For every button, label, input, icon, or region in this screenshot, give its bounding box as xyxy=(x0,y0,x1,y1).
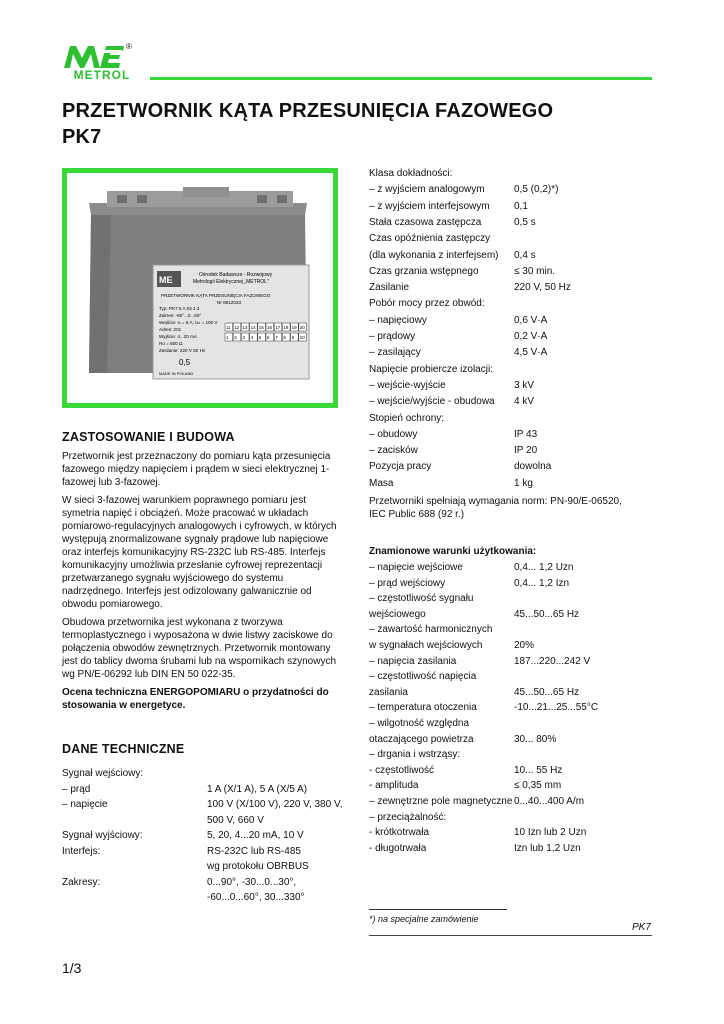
footnote-rule xyxy=(369,909,507,910)
cond-value: 45...50...65 Hz xyxy=(514,608,580,620)
cond-label: – częstotliwość sygnału xyxy=(369,593,474,605)
cond-label: – częstotliwość napięcia xyxy=(369,671,477,683)
tech-left-label: Sygnał wyjściowy: xyxy=(62,830,143,841)
label-line3: PRZETWORNIK KĄTA PRZESUNIĘCIA FAZOWEGO xyxy=(161,293,271,298)
page-title xyxy=(62,98,682,150)
tech-right-label: Klasa dokładności: xyxy=(369,168,453,179)
terminal-number: 18 xyxy=(283,325,289,330)
tech-data-right xyxy=(369,167,659,491)
terminal-number: 15 xyxy=(258,325,264,330)
label-output: Wyjście: 4...20 mA xyxy=(159,334,197,339)
paragraph-4: Ocena techniczna ENERGOPOMIARU o przydatności do stosowania w energetyce. xyxy=(62,687,329,711)
label-range: Zakres: -60°...0...60° xyxy=(159,313,202,318)
svg-text:ME: ME xyxy=(159,275,173,285)
tech-left-label: – prąd xyxy=(62,783,91,795)
tech-right-value: 4 kV xyxy=(514,396,535,408)
label-ro: Ro = 500 Ω xyxy=(159,341,183,346)
norms-line-1: Przetworniki spełniają wymagania norm: PN-90/E-06520, xyxy=(369,496,622,507)
footnote: *) na specjalne zamówienie xyxy=(369,914,479,924)
paragraph-3: Obudowa przetwornika jest wykonana z tworzywa termoplastycznego i wyposażona w dwie listwy zaciskowe do połączenia obwodów zewnętrznych. Przetwornik montowany jest do tablicy dwoma śrubami lub na wspornikach szynowych wg PN/E-06292 lub DIN EN 50 022-35. xyxy=(62,617,337,680)
tech-left-value: 500 V, 660 V xyxy=(207,814,264,826)
tech-right-value: 0,5 (0,2)*) xyxy=(514,184,559,196)
cond-label: - długotrwała xyxy=(369,842,427,854)
cond-value: 0,4... 1,2 Uzn xyxy=(514,562,574,573)
product-photo xyxy=(67,173,333,403)
tech-right-label: – zasilający xyxy=(369,347,421,359)
terminal-number: 14 xyxy=(250,325,256,330)
header-rule xyxy=(150,77,652,80)
title-line-2: PK7 xyxy=(62,126,102,148)
tech-right-label: – wejście/wyjście - obudowa xyxy=(369,396,495,408)
tech-right-label: – z wyjściem analogowym xyxy=(369,184,485,196)
tech-right-value: 0,1 xyxy=(514,200,528,212)
tech-right-label: Pobór mocy przez obwód: xyxy=(369,298,485,310)
cond-label: w sygnałach wejściowych xyxy=(369,640,483,651)
terminal-number: 3 xyxy=(242,335,245,340)
label-address: Adres: 201 xyxy=(159,327,182,332)
cond-value: 30... 80% xyxy=(514,733,557,745)
terminal-number: 20 xyxy=(299,325,305,330)
tech-right-value: 3 kV xyxy=(514,379,535,391)
paragraph-2: W sieci 3-fazowej warunkiem poprawnego pomiaru jest symetria napięć i obciążeń. Może pracować w układach pomiarowo-regulacyjnych analogowych i cyfrowych, w których występują znormalizowane sygnały prądowe lub napięciowe oraz interfejs komunikacyjny RS-232C lub RS-485. Interfejs komunikacyjny umożliwia przesłanie cyfrowej reprezentacji przetwarzanego sygnału wyjściowego do systemu nadrzędnego. Interfejs jest odizolowany galwanicznie od obwodu pomiarowego. xyxy=(62,495,337,610)
terminal-number: 2 xyxy=(234,335,237,340)
cond-label: - częstotliwość xyxy=(369,764,435,776)
tech-right-value: ≤ 30 min. xyxy=(514,265,556,277)
tech-right-value: 220 V, 50 Hz xyxy=(514,282,571,294)
application-text xyxy=(62,450,344,712)
label-supply: Zasilanie: 220 V 50 Hz xyxy=(159,348,206,353)
tech-left-value: 100 V (X/100 V), 220 V, 380 V, xyxy=(207,799,343,810)
title-line-1: PRZETWORNIK KĄTA PRZESUNIĘCIA FAZOWEGO xyxy=(62,100,554,122)
tech-left-label: Zakresy: xyxy=(62,876,101,888)
cond-value: ≤ 0,35 mm xyxy=(514,780,562,792)
tech-left-label: Sygnał wejściowy: xyxy=(62,768,144,779)
cond-label: – napięcie wejściowe xyxy=(369,562,463,573)
conditions-title: Znamionowe warunki użytkowania: xyxy=(369,546,537,557)
tech-right-value: IP 20 xyxy=(514,445,538,457)
tech-right-label: Stopień ochrony: xyxy=(369,412,445,424)
tech-left-value: 0...90°, -30...0...30°, xyxy=(207,876,297,888)
terminal-number: 16 xyxy=(267,325,273,330)
tech-right-label: – z wyjściem interfejsowym xyxy=(369,200,490,212)
terminal-number: 12 xyxy=(234,325,240,330)
tech-right-label: – napięciowy xyxy=(369,314,427,326)
terminal-number: 1 xyxy=(226,335,229,340)
terminal-number: 7 xyxy=(275,335,278,340)
cond-label: – przeciążalność: xyxy=(369,811,447,823)
label-line2: Metrologii Elektrycznej „METROL” xyxy=(193,279,269,285)
cond-label: – zewnętrzne pole magnetyczne xyxy=(369,796,513,807)
paragraph-1: Przetwornik jest przeznaczony do pomiaru kąta przesunięcia fazowego między napięciem i prądem w sieci elektrycznej 1-fazowej lub 3-fazowej. xyxy=(62,451,331,488)
metrol-logo xyxy=(62,42,150,86)
cond-label: – temperatura otoczenia xyxy=(369,702,477,714)
tech-left-label: – napięcie xyxy=(62,799,108,810)
tech-right-label: Napięcie probiercze izolacji: xyxy=(369,363,493,375)
tech-right-label: – wejście-wyjście xyxy=(369,379,446,391)
label-class: 0,5 xyxy=(179,358,191,367)
tech-right-label: Czas grzania wstępnego xyxy=(369,265,479,277)
label-made: MADE IN POLAND xyxy=(159,371,194,376)
terminal-number: 17 xyxy=(275,325,281,330)
tech-right-label: – zacisków xyxy=(369,445,418,457)
cond-label: – wilgotność względna xyxy=(369,718,470,729)
tech-right-value: 0,6 V·A xyxy=(514,314,548,326)
terminal-number: 10 xyxy=(299,335,305,340)
cond-value: 187...220...242 V xyxy=(514,655,591,667)
product-photo-frame xyxy=(62,168,338,408)
cond-label: - krótkotrwała xyxy=(369,827,430,839)
tech-right-value: 4,5 V·A xyxy=(514,347,548,359)
cond-value: 0...40...400 A/m xyxy=(514,796,585,807)
tech-left-value: 5, 20, 4...20 mA, 10 V xyxy=(207,830,304,841)
cond-label: – drgania i wstrząsy: xyxy=(369,749,461,761)
tech-left-value: -60...0...60°, 30...330° xyxy=(207,892,305,903)
tech-right-label: Zasilanie xyxy=(369,282,410,294)
tech-right-label: Pozycja pracy xyxy=(369,461,432,473)
label-line1: Ośrodek Badawczo - Rozwojowy xyxy=(199,272,273,278)
tech-right-value: 0,4 s xyxy=(514,249,536,261)
norms-text xyxy=(369,495,659,521)
tech-right-label: Masa xyxy=(369,477,394,489)
terminal-number: 8 xyxy=(283,335,286,340)
label-type: Typ: PK7 5 A 03 4 3 xyxy=(159,306,200,311)
tech-right-value: 0,5 s xyxy=(514,216,536,228)
tech-left-value: wg protokołu OBRBUS xyxy=(207,861,309,872)
tech-right-label: Czas opóźnienia zastępczy xyxy=(369,233,491,245)
cond-value: 45...50...65 Hz xyxy=(514,686,580,698)
cond-label: - amplituda xyxy=(369,780,419,792)
terminal-number: 5 xyxy=(258,335,262,340)
tech-right-label: (dla wykonania z interfejsem) xyxy=(369,249,499,261)
cond-label: – zawartość harmonicznych xyxy=(369,624,493,636)
cond-label: – napięcia zasilania xyxy=(369,655,457,667)
cond-value: Izn lub 1,2 Uzn xyxy=(514,842,581,854)
page-number: 1/3 xyxy=(62,960,82,976)
cond-label: zasilania xyxy=(369,686,408,698)
tech-right-label: Stała czasowa zastępcza xyxy=(369,216,482,228)
footer-rule xyxy=(369,935,652,936)
tech-left-value: RS-232C lub RS-485 xyxy=(207,845,301,857)
cond-label: otaczającego powietrza xyxy=(369,733,474,745)
tech-right-label: – prądowy xyxy=(369,331,416,342)
cond-value: 10 Izn lub 2 Uzn xyxy=(514,827,587,839)
cond-value: 0,4... 1,2 Izn xyxy=(514,577,570,589)
cond-label: wejściowego xyxy=(369,608,426,620)
tech-left-label: Interfejs: xyxy=(62,845,101,857)
logo-text: METROL xyxy=(73,68,131,82)
tech-data-left xyxy=(62,767,352,907)
section-title-application: ZASTOSOWANIE I BUDOWA xyxy=(62,430,235,444)
tech-right-value: dowolna xyxy=(514,461,552,473)
terminal-number: 19 xyxy=(291,325,297,330)
tech-right-value: 1 kg xyxy=(514,477,533,489)
terminal-number: 4 xyxy=(250,335,254,340)
label-serial: Nr 8912033 xyxy=(217,300,242,305)
tech-left-value: 1 A (X/1 A), 5 A (X/5 A) xyxy=(207,783,308,795)
terminal-number: 6 xyxy=(267,335,270,340)
terminal-number: 9 xyxy=(291,335,295,340)
terminal-number: 13 xyxy=(242,325,248,330)
cond-value: 10... 55 Hz xyxy=(514,764,563,776)
terminal-number: 11 xyxy=(226,325,231,330)
cond-value: -10...21...25...55°C xyxy=(514,702,599,714)
section-title-tech: DANE TECHNICZNE xyxy=(62,742,185,756)
footer-code: PK7 xyxy=(632,922,651,933)
norms-line-2: IEC Public 688 (92 r.) xyxy=(369,509,465,520)
registered-mark: ® xyxy=(126,42,132,51)
tech-right-value: 0,2 V·A xyxy=(514,331,548,342)
cond-value: 20% xyxy=(514,640,535,651)
cond-label: – prąd wejściowy xyxy=(369,577,446,589)
tech-right-label: – obudowy xyxy=(369,428,418,440)
label-input: Wejście: Iₙ = 5 A, Uₙ = 100 V xyxy=(159,320,218,325)
conditions-list xyxy=(369,561,659,861)
tech-right-value: IP 43 xyxy=(514,428,538,440)
